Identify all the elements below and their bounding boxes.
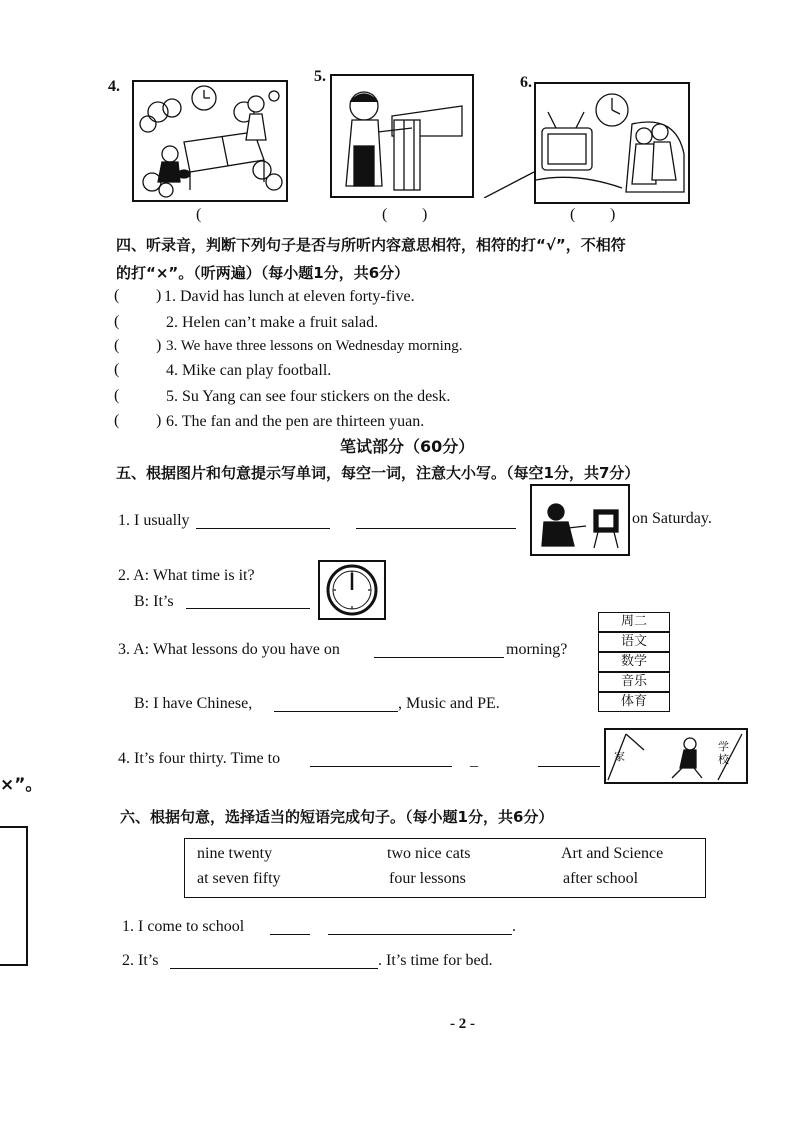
s5-q4-dash: _ (470, 752, 478, 769)
s6-q1-blank-2[interactable] (328, 920, 512, 935)
phrase-option: after school (563, 870, 639, 887)
picture-watching-tv (534, 82, 690, 204)
listening-item-3: 3. We have three lessons on Wednesday morning. (166, 338, 463, 354)
answer-paren[interactable]: ( (114, 337, 120, 354)
picture-6-answer-paren-close: ) (610, 206, 616, 223)
listening-item-1: 1. David has lunch at eleven forty-five. (164, 288, 415, 305)
s5-q2-b: B: It’s (134, 593, 174, 610)
timetable-cell: 音乐 (598, 672, 670, 692)
picture-4-number: 4. (108, 78, 120, 95)
listening-item-5: 5. Su Yang can see four stickers on the desk. (166, 388, 451, 405)
answer-paren-close: ) (156, 412, 162, 429)
home-label: 家 (614, 750, 625, 763)
s6-q2: 2. It’s (122, 952, 159, 969)
s5-q1-start: 1. I usually (118, 512, 190, 529)
s5-q3-b-end: , Music and PE. (398, 695, 500, 712)
answer-paren[interactable]: ( (114, 387, 120, 404)
section-4-heading-line2: 的打“×”。（听两遍）（每小题1分，共6分） (116, 264, 410, 282)
s5-q1-end: on Saturday. (632, 510, 712, 527)
picture-boy-at-window (330, 74, 474, 198)
s6-q1-end: . (512, 918, 516, 935)
margin-box (0, 826, 28, 966)
picture-6-number: 6. (520, 74, 532, 91)
picture-4-answer-paren[interactable]: ( (196, 206, 202, 223)
phrase-option: at seven fifty (197, 870, 281, 887)
answer-paren[interactable]: ( (114, 313, 120, 330)
picture-5-answer-paren-open[interactable]: ( (382, 206, 388, 223)
s5-q1-blank-1[interactable] (196, 514, 330, 529)
phrase-option: four lessons (389, 870, 466, 887)
s5-q3-blank-2[interactable] (274, 697, 398, 712)
phrase-option: nine twenty (197, 845, 273, 862)
listening-item-4: 4. Mike can play football. (166, 362, 332, 379)
picture-ping-pong (132, 80, 288, 202)
s5-q4-blank-1[interactable] (310, 752, 452, 767)
picture-6-answer-paren-open[interactable]: ( (570, 206, 576, 223)
boy-illustration (332, 76, 472, 196)
s6-q1: 1. I come to school (122, 918, 245, 935)
phrase-box (184, 838, 706, 898)
s5-q3-blank-1[interactable] (374, 643, 504, 658)
watch-tv-picture (530, 484, 630, 556)
timetable-cell: 体育 (598, 692, 670, 712)
picture-5-answer-paren-close: ) (422, 206, 428, 223)
s5-q4-blank-2[interactable] (538, 752, 600, 767)
answer-paren[interactable]: ( (114, 361, 120, 378)
s6-q1-blank-1[interactable] (270, 920, 310, 935)
school-label: 学校 (718, 740, 729, 766)
listening-item-6: 6. The fan and the pen are thirteen yuan. (166, 413, 425, 430)
answer-paren[interactable]: ( (114, 287, 120, 304)
section-6-heading: 六、根据句意，选择适当的短语完成句子。（每小题1分，共6分） (120, 808, 554, 826)
timetable-cell: 语文 (598, 632, 670, 652)
s5-q1-blank-2[interactable] (356, 514, 516, 529)
clock-picture (318, 560, 386, 620)
clock-twelve-icon (320, 562, 384, 618)
timetable-cell: 数学 (598, 652, 670, 672)
s5-q3-a: 3. A: What lessons do you have on (118, 641, 340, 658)
picture-6-pointer-line (484, 168, 534, 198)
go-home-picture (604, 728, 748, 784)
answer-paren-close: ) (156, 287, 162, 304)
s6-q2-end: . It’s time for bed. (378, 952, 493, 969)
timetable-day: 周二 (598, 612, 670, 632)
s5-q3-a-end: morning? (506, 641, 568, 658)
picture-5-number: 5. (314, 68, 326, 85)
phrase-option: two nice cats (387, 845, 471, 862)
phrase-option: Art and Science (561, 845, 664, 862)
s5-q3-b: B: I have Chinese, (134, 695, 253, 712)
listening-item-2: 2. Helen can’t make a fruit salad. (166, 314, 379, 331)
watch-tv-illustration (532, 486, 628, 554)
answer-paren-close: ) (156, 337, 162, 354)
s5-q2-a: 2. A: What time is it? (118, 567, 255, 584)
tv-family-illustration (536, 84, 688, 202)
timetable (598, 612, 670, 712)
margin-fragment: ×”。 (0, 775, 43, 795)
written-part-title: 笔试部分（60分） (340, 437, 475, 456)
section-4-heading-line1: 四、听录音，判断下列句子是否与所听内容意思相符，相符的打“√”，不相符 (116, 236, 626, 254)
s6-q2-blank[interactable] (170, 954, 378, 969)
s5-q2-blank[interactable] (186, 594, 310, 609)
ping-pong-illustration (134, 82, 286, 200)
page-number: - 2 - (450, 1016, 475, 1032)
answer-paren[interactable]: ( (114, 412, 120, 429)
s5-q4: 4. It’s four thirty. Time to (118, 750, 281, 767)
section-5-heading: 五、根据图片和句意提示写单词，每空一词，注意大小写。（每空1分，共7分） (116, 464, 640, 482)
